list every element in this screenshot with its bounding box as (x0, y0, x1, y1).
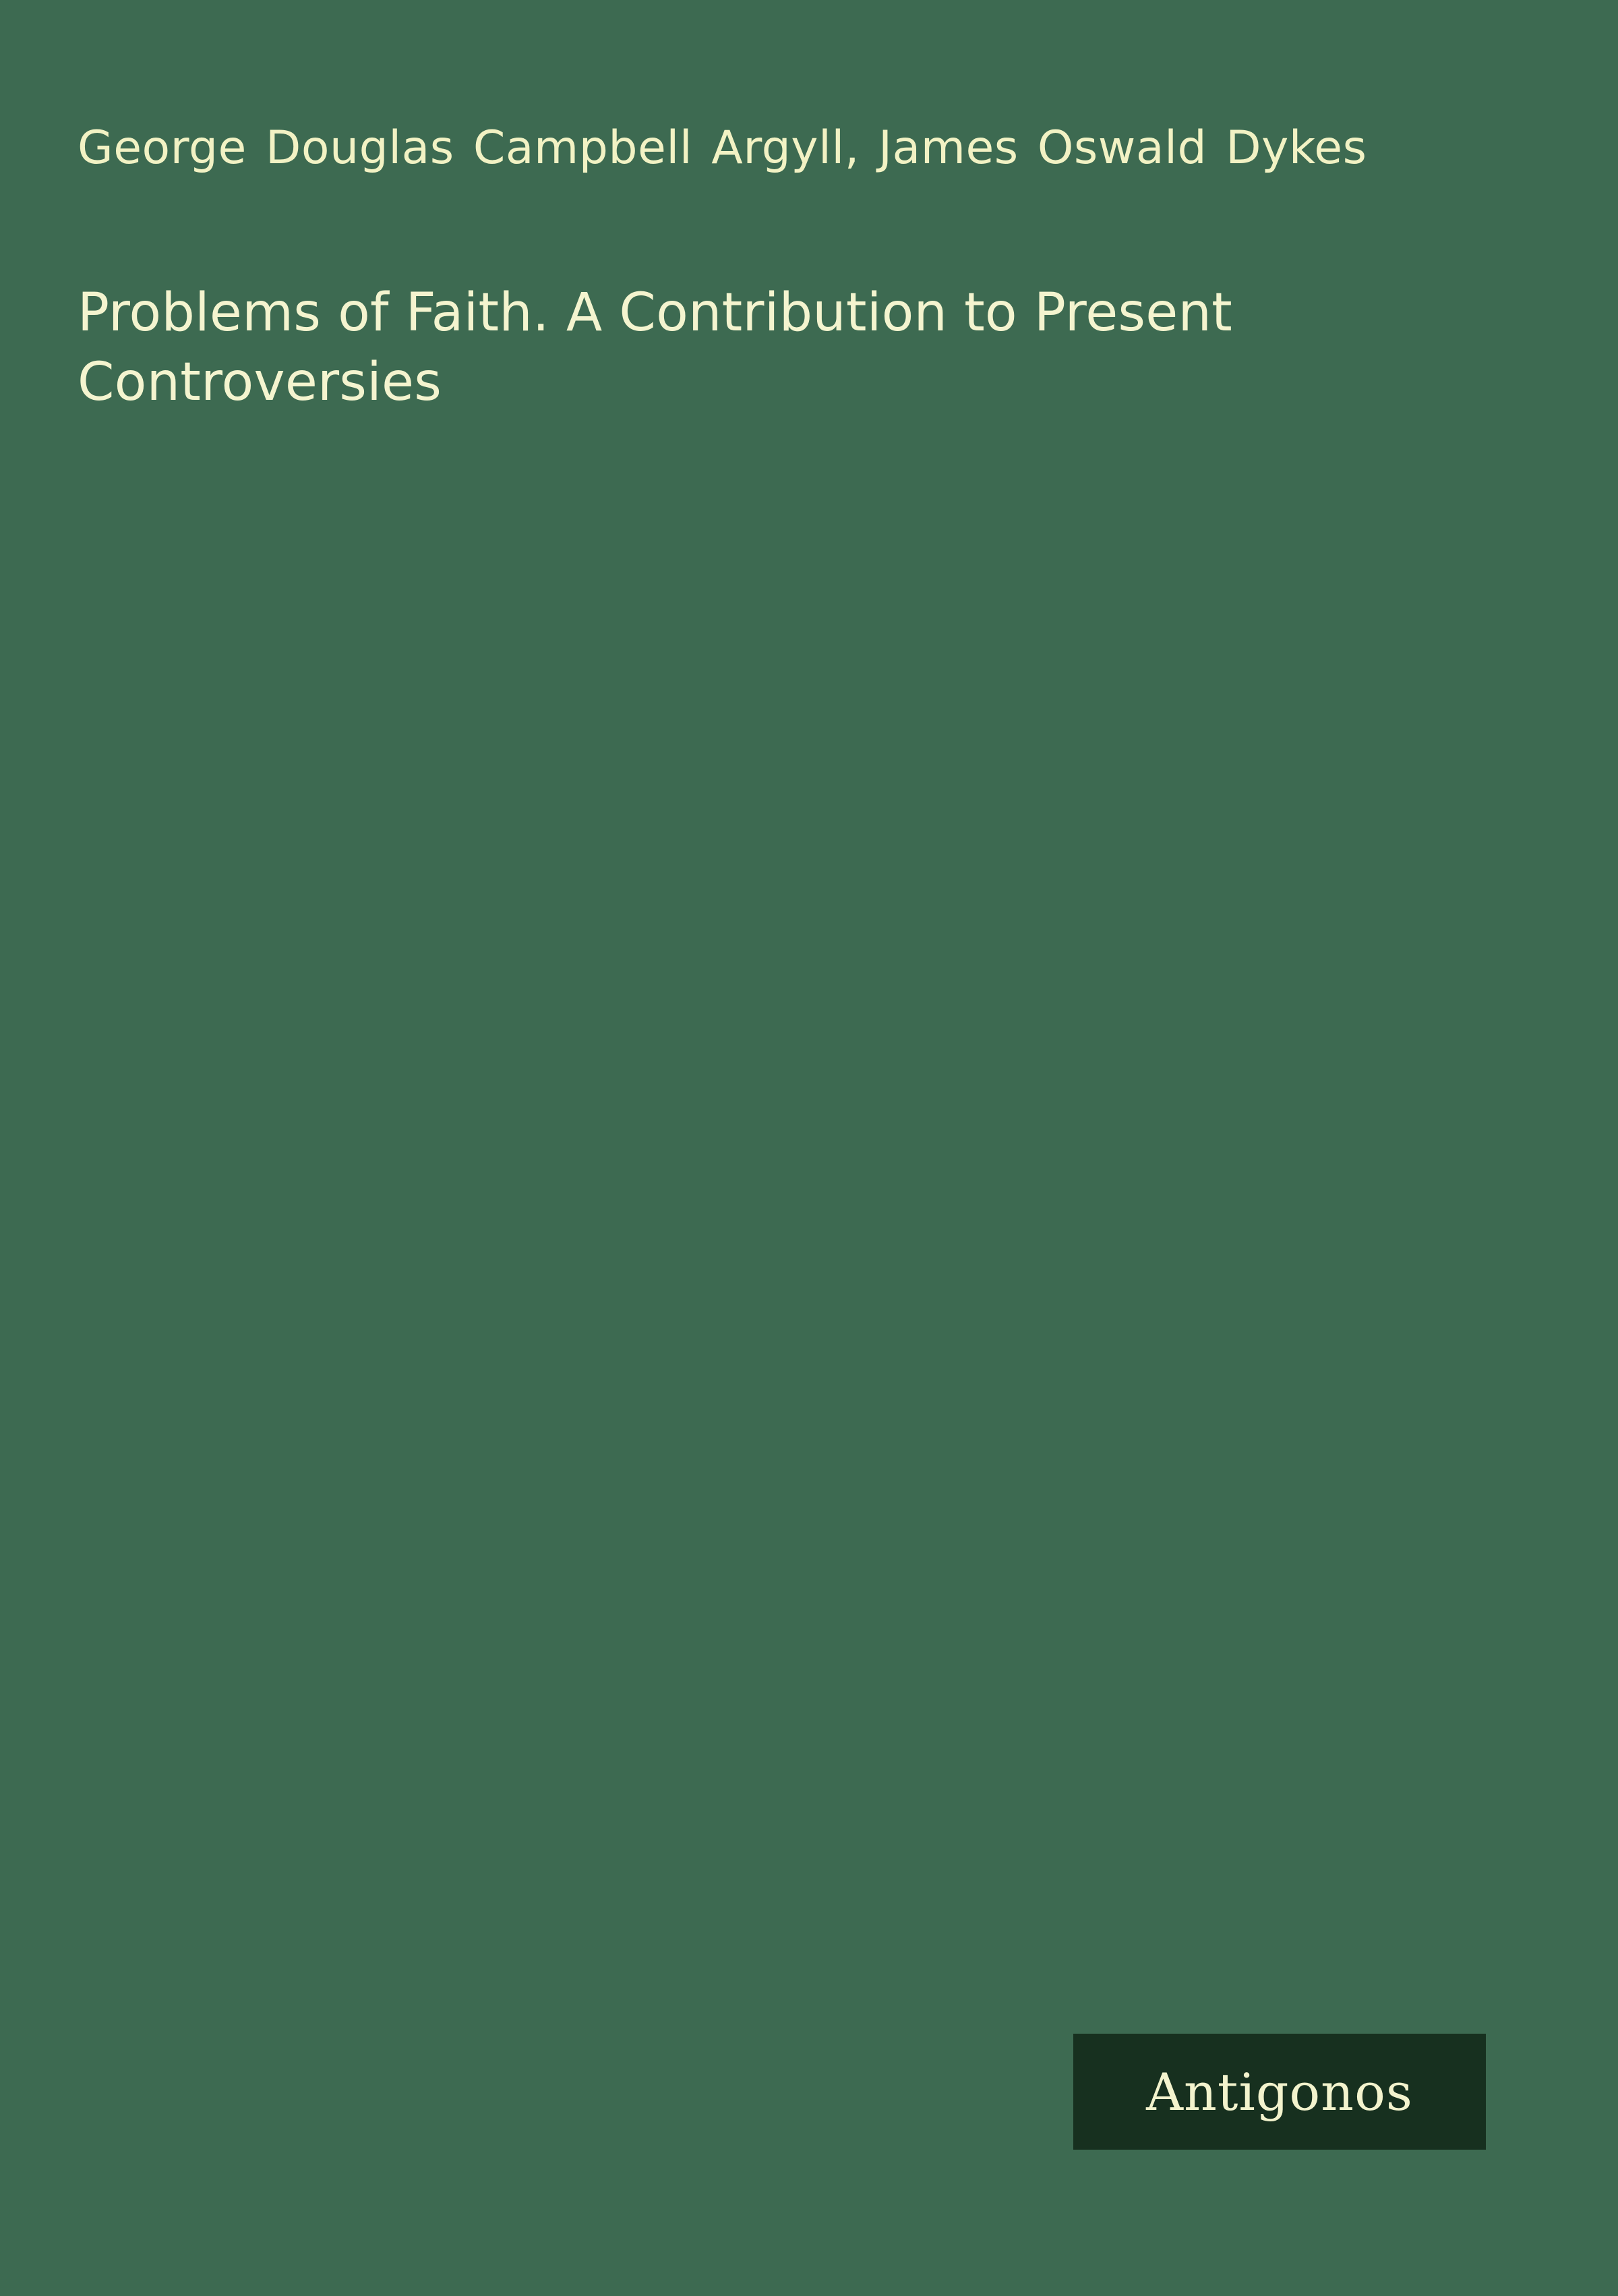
cover-text-block (78, 118, 1466, 418)
publisher-badge (1073, 2034, 1486, 2150)
author-names: George Douglas Campbell Argyll, James Oswald Dykes (78, 121, 1367, 175)
book-title: Problems of Faith. A Contribution to Present Controversies (78, 282, 1232, 413)
publisher-name: Antigonos (1146, 2061, 1413, 2122)
